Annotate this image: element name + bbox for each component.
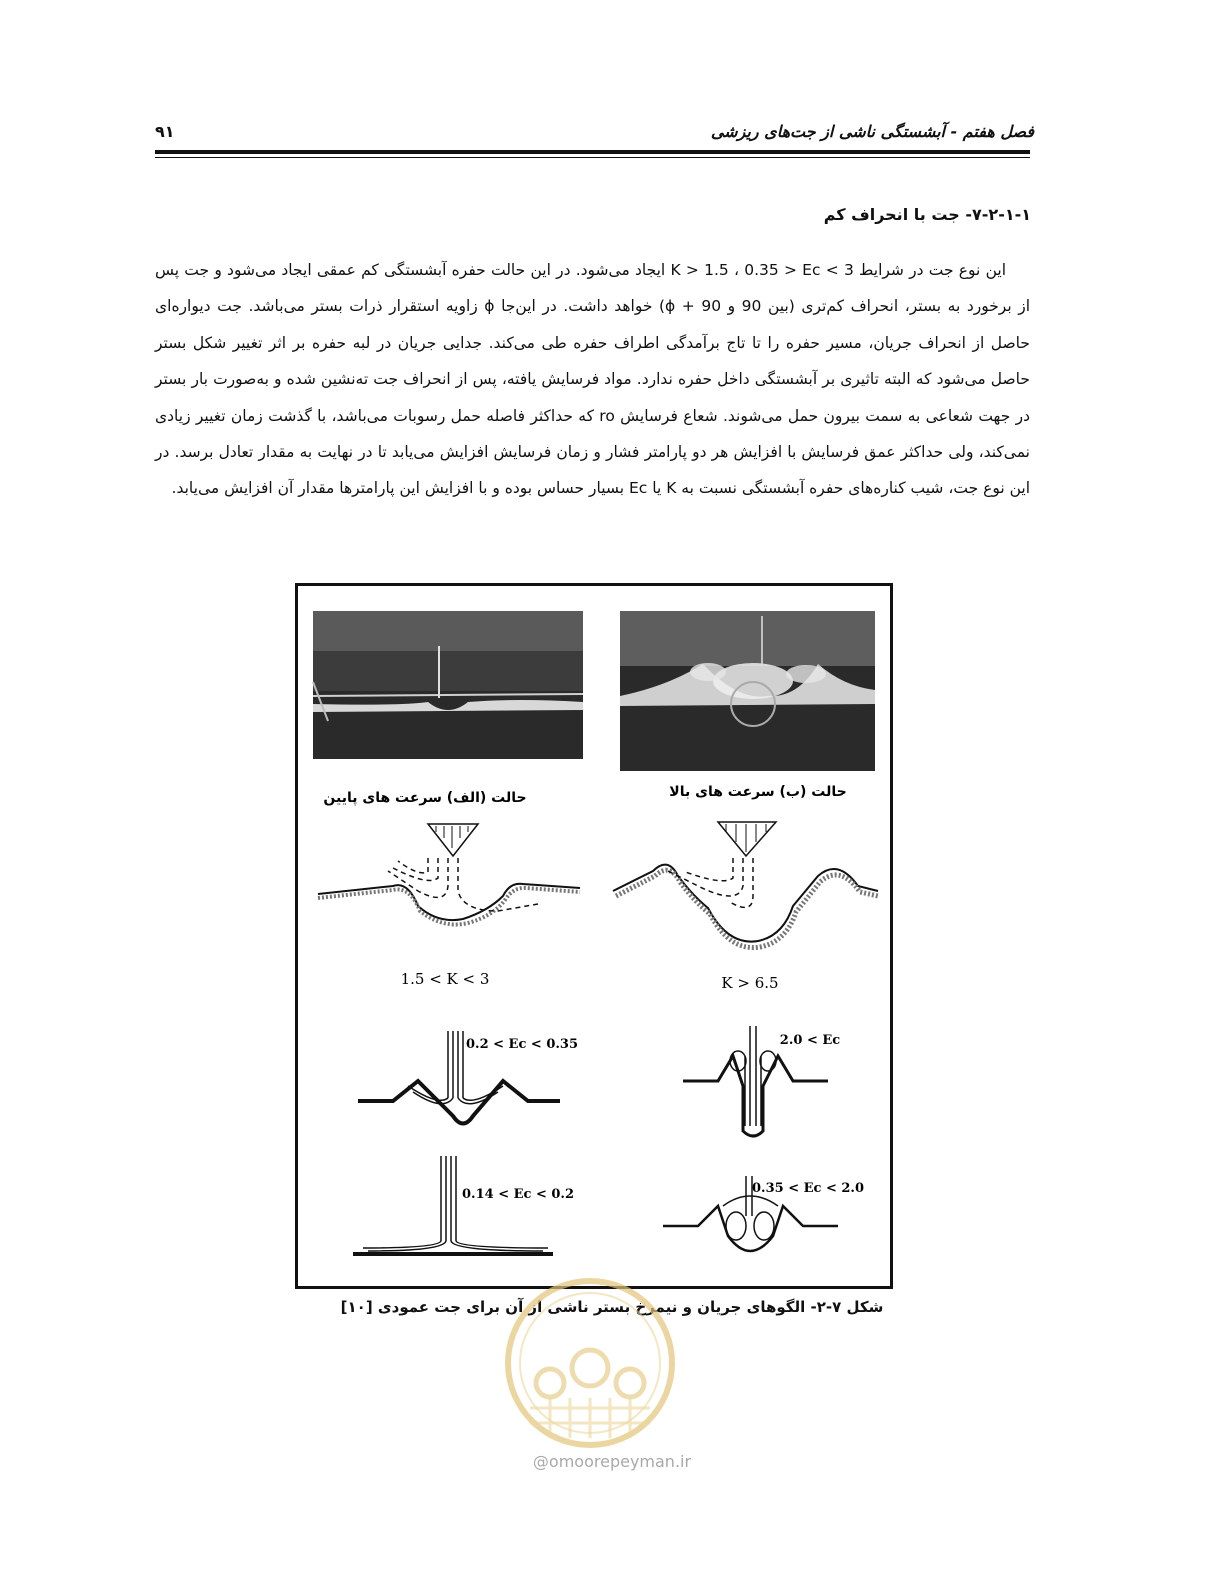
jet-pattern-ec-low — [353, 1156, 553, 1254]
header-rule — [155, 150, 1030, 154]
label-ec-3: 0.14 < Ec < 0.2 — [462, 1187, 574, 1202]
flow-diagram-high — [613, 822, 878, 948]
figure-illustration — [298, 586, 890, 1286]
photo-high-velocity — [620, 611, 875, 771]
label-case-b: حالت (ب) سرعت های بالا — [669, 784, 847, 800]
header-rule-thin — [155, 157, 1030, 158]
body-paragraph-block — [155, 252, 1030, 507]
figure-caption: شکل ۷-۲- الگوهای جریان و نیمرخ بستر ناشی از آن برای جت عمودی [۱۰] — [340, 1298, 884, 1316]
section-heading: ۷-۲-۱-۱- جت با انحراف کم — [823, 205, 1031, 224]
page-number: ۹۱ — [155, 122, 175, 141]
label-ec-2: 2.0 < Ec — [779, 1033, 841, 1048]
watermark-seal-logo — [490, 1268, 690, 1448]
running-header-title: فصل هفتم - آبشستگی ناشی از جت‌های ریزشی — [710, 122, 1034, 141]
label-k-high: K > 6.5 — [721, 974, 779, 992]
label-k-low: 1.5 < K < 3 — [400, 970, 490, 988]
label-ec-1: 0.2 < Ec < 0.35 — [466, 1037, 578, 1052]
label-case-a: حالت (الف) سرعت های پایین — [323, 790, 527, 806]
watermark-url: @omoorepeyman.ir — [532, 1452, 692, 1471]
figure-frame — [295, 583, 893, 1289]
photo-low-velocity — [313, 611, 583, 759]
flow-diagram-low — [318, 824, 580, 925]
body-paragraph: این نوع جت در شرایط 3 > K > 1.5 ، 0.35 > Ec ایجاد می‌شود. در این حالت حفره آبشستگی کم عمقی ایجاد می‌شود و جت پس از برخورد به بستر، انحراف کم‌تری (بین 90 و ϕ + 90) خواهد داشت. در این‌جا ϕ زاویه استقرار ذرات بستر می‌باشد. جت دیواره‌ای حاصل از انحراف جریان، مسیر حفره را تا تاج برآمدگی اطراف حفره طی می‌کند. جدایی جریان در لبه حفره بر اثر تغییر شکل بستر حاصل می‌شود که البته تاثیری بر آبشستگی داخل حفره ندارد. مواد فرسایش یافته، پس از انحراف جت ته‌نشین شده و به‌صورت بار بستر در جهت شعاعی به سمت بیرون حمل می‌شوند. شعاع فرسایش ro که حداکثر فاصله حمل رسوبات می‌باشد، با گذشت زمان تغییر زیادی نمی‌کند، ولی حداکثر عمق فرسایش با افزایش هر دو پارامتر فشار و زمان فرسایش افزایش می‌یابد تا در نهایت به مقدار تعادل برسد. در این نوع جت، شیب کناره‌های حفره آبشستگی نسبت به K یا Ec بسیار حساس بوده و با افزایش این پارامترها مقدار آن افزایش می‌یابد. — [155, 261, 1031, 498]
label-ec-4: 0.35 < Ec < 2.0 — [752, 1181, 864, 1196]
